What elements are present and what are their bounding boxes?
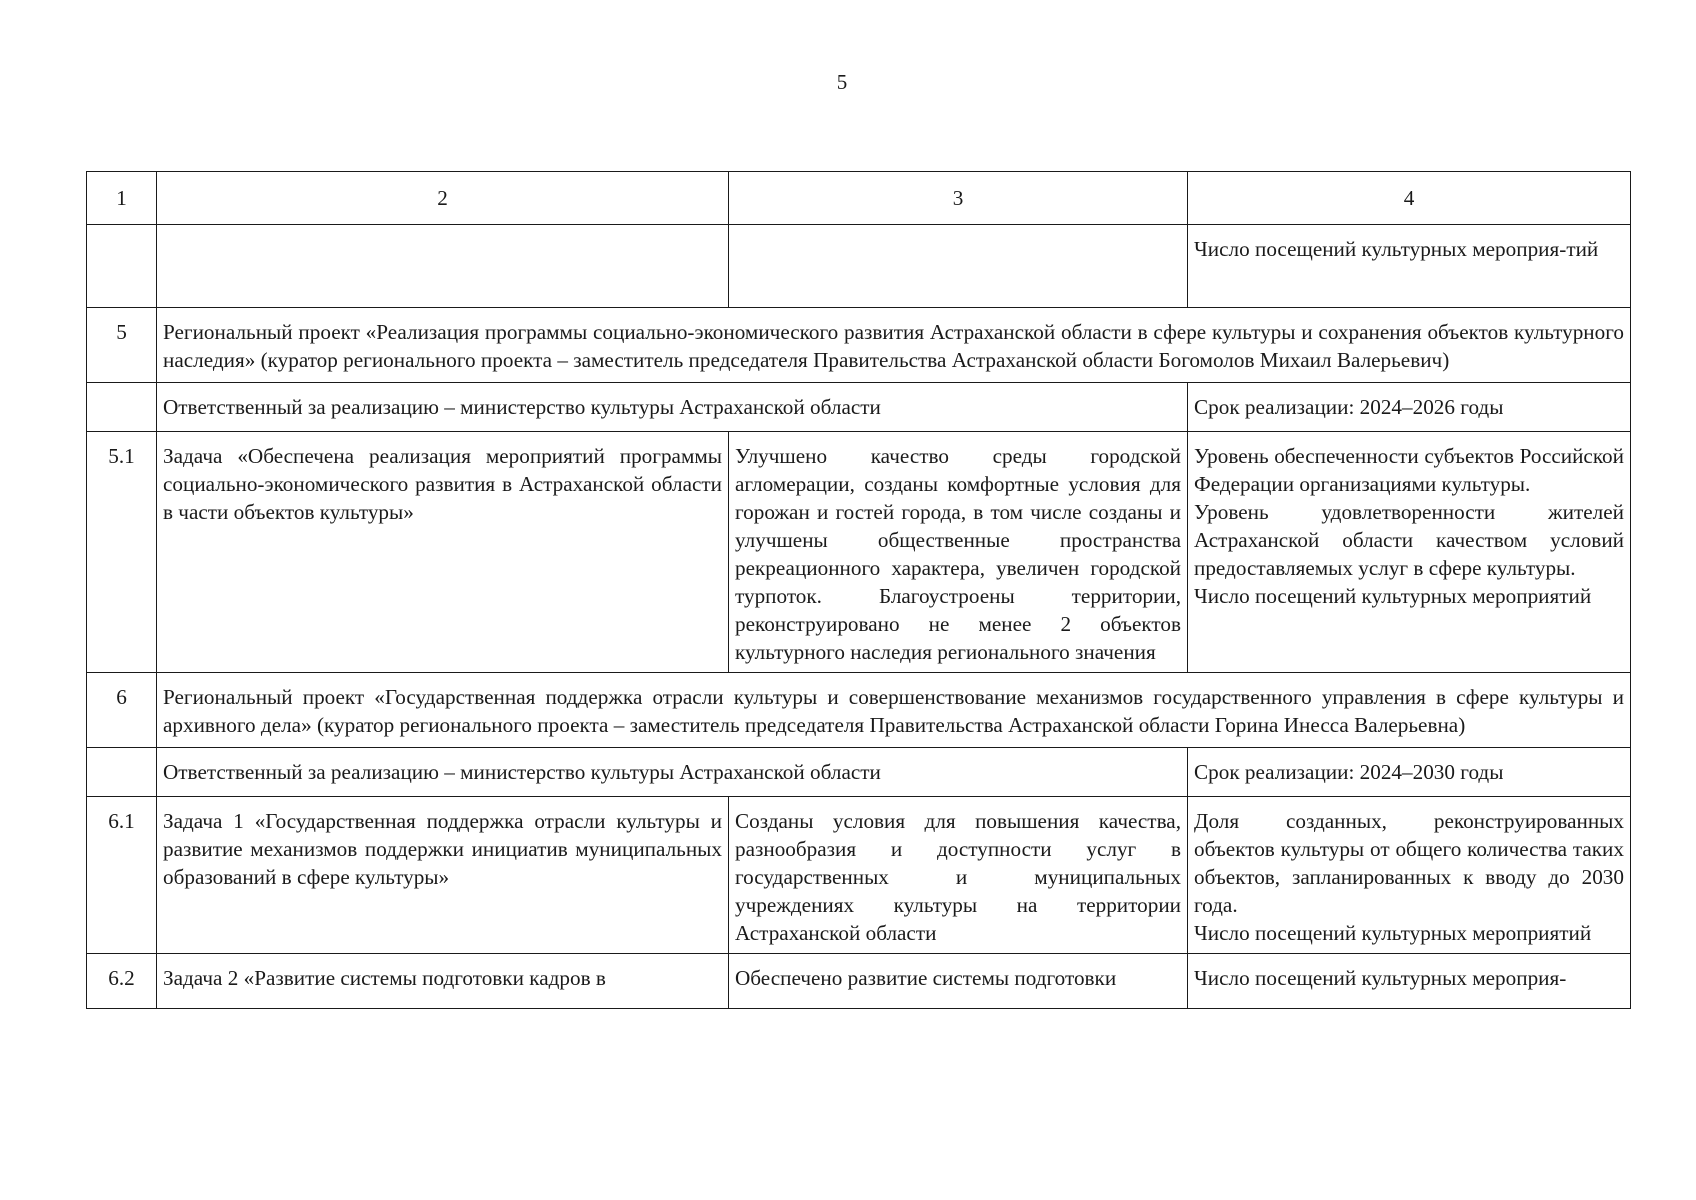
table-row-task-5-1	[87, 432, 1631, 673]
table-row-responsible	[87, 748, 1631, 797]
indicator-cell	[1188, 954, 1631, 1009]
term-cell: Срок реализации: 2024–2026 годы	[1188, 383, 1631, 432]
row-number: 6	[87, 673, 157, 748]
result-cell: Созданы условия для повышения качества, разнообразия и доступности услуг в государственных и муниципальных учреждениях культуры на территории Астраханской области	[729, 797, 1188, 954]
task-cell: Задача «Обеспечена реализация мероприятий программы социально-экономического развития в Астраханской области в части объектов культуры»	[157, 432, 729, 673]
row-number: 6.2	[87, 954, 157, 1009]
responsible-cell: Ответственный за реализацию – министерство культуры Астраханской области	[157, 383, 1188, 432]
row-number: 6.1	[87, 797, 157, 954]
task-text: Задача 2 «Развитие системы подготовки кадров в	[163, 966, 606, 990]
result-cell	[729, 954, 1188, 1009]
empty-cell	[87, 225, 157, 308]
empty-cell	[87, 748, 157, 797]
program-structure-table	[86, 171, 1631, 1009]
indicator-text: Доля созданных, реконструированных объектов культуры от общего количества таких объектов, запланированных к вводу до 2030 года.	[1194, 809, 1624, 917]
task-cell: Задача 1 «Государственная поддержка отрасли культуры и развитие механизмов поддержки инициатив муниципальных образований в сфере культуры»	[157, 797, 729, 954]
page-number: 5	[836, 70, 848, 94]
header-cell-3: 3	[729, 172, 1188, 225]
indicator-cell	[1188, 797, 1631, 954]
empty-cell	[87, 383, 157, 432]
responsible-cell: Ответственный за реализацию – министерство культуры Астраханской области	[157, 748, 1188, 797]
table-row-project-5	[87, 308, 1631, 383]
indicator-cell: Число посещений культурных мероприя-тий	[1188, 225, 1631, 308]
table-row-task-6-2	[87, 954, 1631, 1009]
table-row	[87, 225, 1631, 308]
result-cell: Улучшено качество среды городской агломерации, созданы комфортные условия для горожан и гостей города, в том числе созданы и улучшены общественные пространства рекреационного характера, увеличен городской турпоток. Благоустроены территории, реконструировано не менее 2 объектов культурного наследия регионального значения	[729, 432, 1188, 673]
indicator-text: Число посещений культурных мероприятий	[1194, 584, 1592, 608]
indicator-text: Число посещений культурных мероприя-	[1194, 966, 1567, 990]
indicator-text: Число посещений культурных мероприятий	[1194, 921, 1592, 945]
row-number: 5.1	[87, 432, 157, 673]
indicator-cell	[1188, 432, 1631, 673]
indicator-text: Уровень удовлетворенности жителей Астраханской области качеством условий предоставляемых услуг в сфере культуры.	[1194, 500, 1624, 580]
header-cell-1: 1	[87, 172, 157, 225]
row-number: 5	[87, 308, 157, 383]
result-text: Обеспечено развитие системы подготовки	[735, 966, 1117, 990]
term-cell: Срок реализации: 2024–2030 годы	[1188, 748, 1631, 797]
empty-cell	[157, 225, 729, 308]
task-cell	[157, 954, 729, 1009]
table-row-project-6	[87, 673, 1631, 748]
indicator-text: Уровень обеспеченности субъектов Российской Федерации организациями культуры.	[1194, 444, 1624, 496]
table-row-task-6-1	[87, 797, 1631, 954]
table-row-responsible	[87, 383, 1631, 432]
header-cell-4: 4	[1188, 172, 1631, 225]
project-title: Региональный проект «Государственная поддержка отрасли культуры и совершенствование механизмов государственного управления в сфере культуры и архивного дела» (куратор регионального проекта – заместитель председателя Правительства Астраханской области Горина Инесса Валерьевна)	[157, 673, 1631, 748]
header-cell-2: 2	[157, 172, 729, 225]
project-title: Региональный проект «Реализация программы социально-экономического развития Астраханской области в сфере культуры и сохранения объектов культурного наследия» (куратор регионального проекта – заместитель председателя Правительства Астраханской области Богомолов Михаил Валерьевич)	[157, 308, 1631, 383]
table-header-row	[87, 172, 1631, 225]
empty-cell	[729, 225, 1188, 308]
